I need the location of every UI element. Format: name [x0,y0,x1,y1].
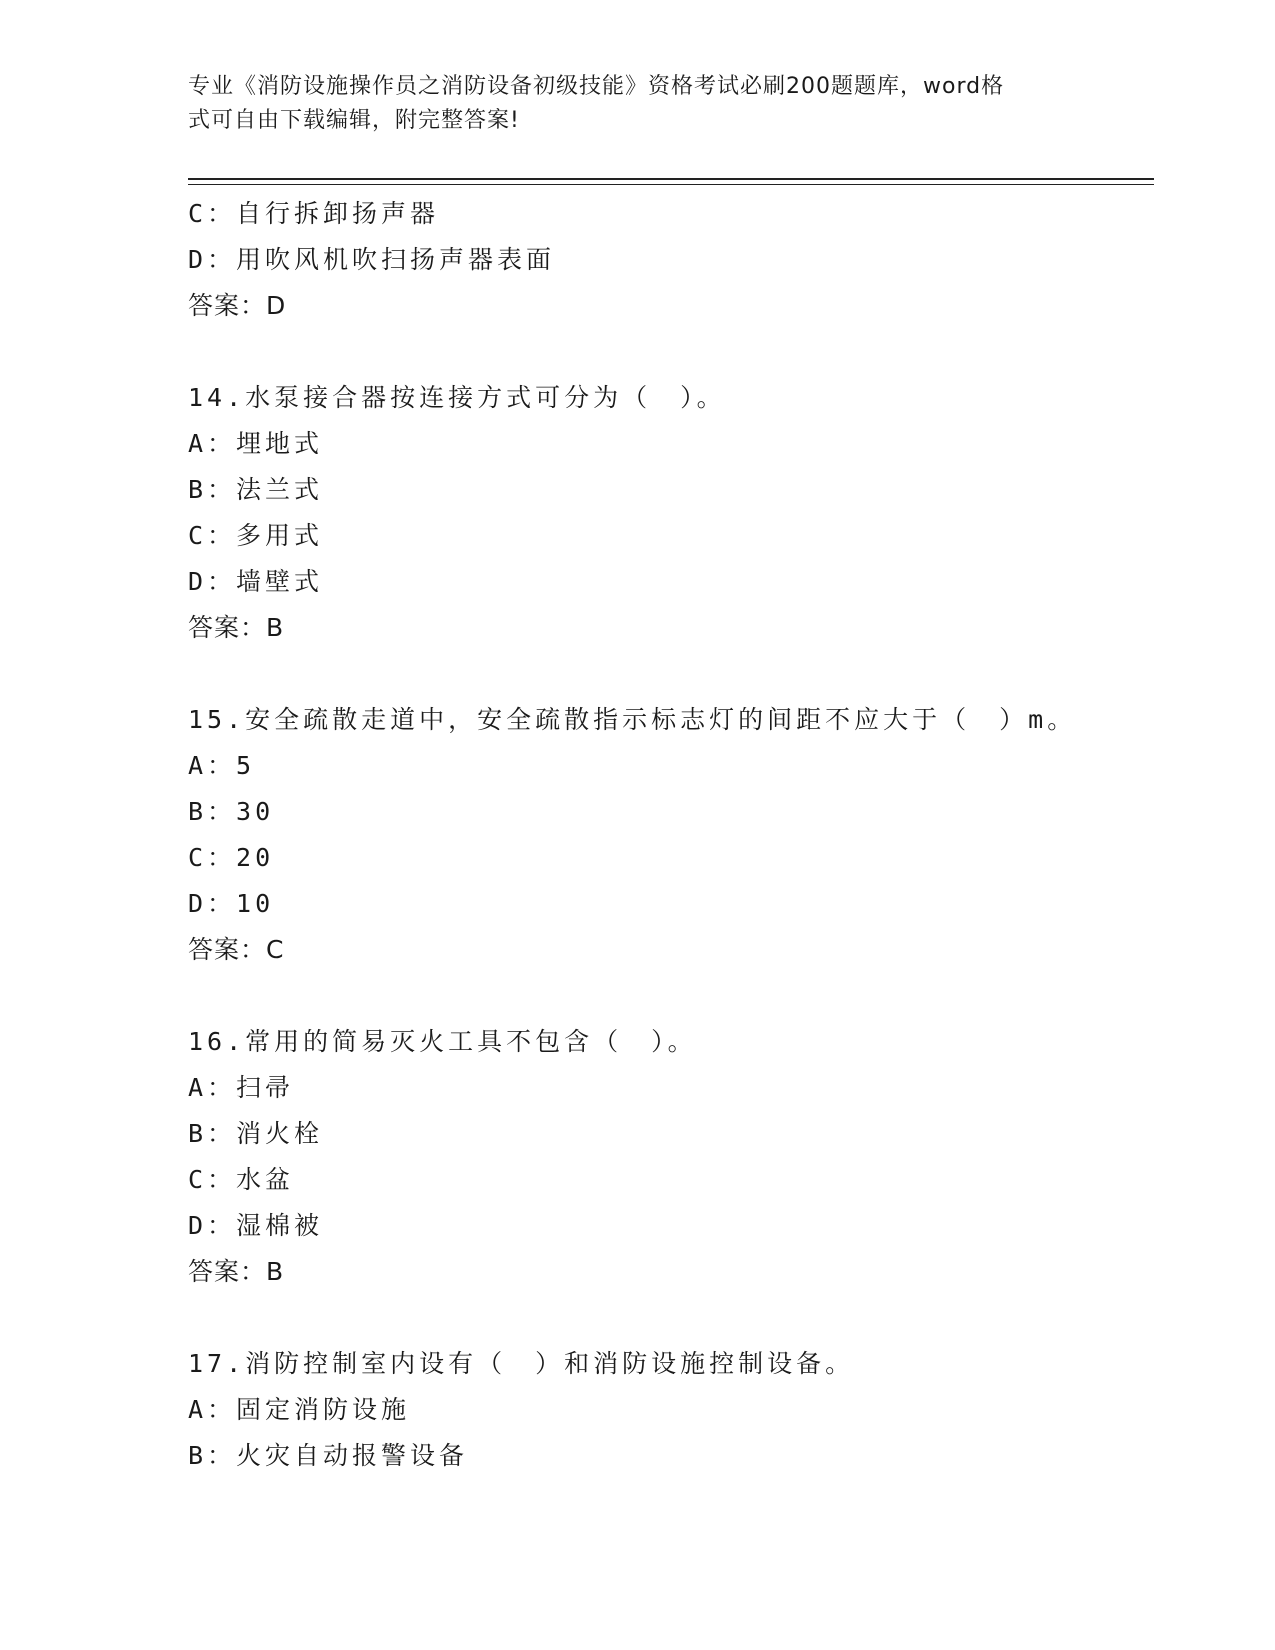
question-stem: 16.常用的简易灭火工具不包含（ ）。 [188,1027,697,1056]
option-a: A：扫帚 [188,1073,295,1102]
document-header [188,70,1068,138]
option-c: C：水盆 [188,1165,295,1194]
header-divider-thick [188,178,1154,180]
spacer [188,329,1188,375]
header-title-line-2: 式可自由下载编辑，附完整答案! [188,108,520,133]
question-stem: 14.水泵接合器按连接方式可分为（ ）。 [188,383,726,412]
option-d: D：10 [188,889,275,918]
question-stem: 17.消防控制室内设有（ ）和消防设施控制设备。 [188,1349,855,1378]
option-d: D：墙壁式 [188,567,324,596]
option-c: C：多用式 [188,521,324,550]
answer-line: 答案：B [188,1257,285,1286]
question-list [188,191,1188,1479]
option-b: B：30 [188,797,275,826]
answer-line: 答案：B [188,613,285,642]
option-c: C：20 [188,843,275,872]
option-d: D：用吹风机吹扫扬声器表面 [188,245,556,274]
option-b: B：火灾自动报警设备 [188,1441,469,1470]
spacer [188,651,1188,697]
spacer [188,1295,1188,1341]
option-c: C：自行拆卸扬声器 [188,199,440,228]
option-a: A：固定消防设施 [188,1395,411,1424]
option-b: B：消火栓 [188,1119,324,1148]
header-title-line-1: 专业《消防设施操作员之消防设备初级技能》资格考试必刷200题题库，word格 [188,74,1005,99]
header-divider-thin [188,184,1154,185]
option-a: A：5 [188,751,256,780]
spacer [188,973,1188,1019]
answer-line: 答案：C [188,935,285,964]
option-d: D：湿棉被 [188,1211,324,1240]
option-b: B：法兰式 [188,475,324,504]
option-a: A：埋地式 [188,429,324,458]
answer-line: 答案：D [188,291,287,320]
question-stem: 15.安全疏散走道中，安全疏散指示标志灯的间距不应大于（ ）m。 [188,705,1077,734]
